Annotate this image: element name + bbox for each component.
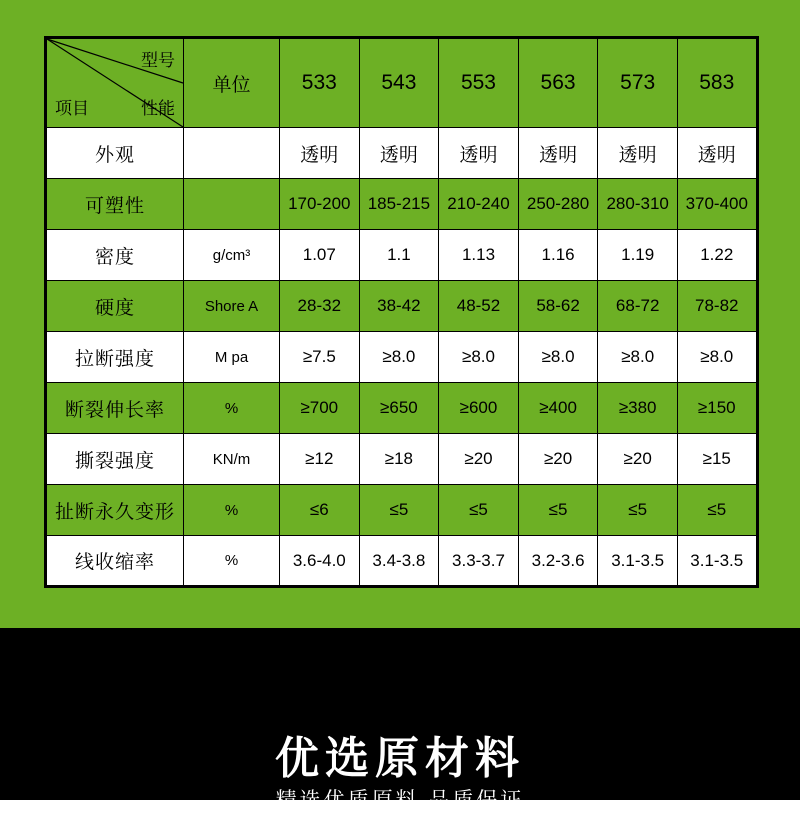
model-column-header: 583 <box>677 38 757 128</box>
row-value-cell: 185-215 <box>359 179 439 230</box>
row-value-cell: ≥20 <box>439 434 519 485</box>
row-value-cell: ≥12 <box>280 434 360 485</box>
table-row <box>46 434 758 485</box>
row-value-cell: 1.1 <box>359 230 439 281</box>
unit-column-header: 单位 <box>184 38 280 128</box>
row-value-cell: ≥150 <box>677 383 757 434</box>
row-unit <box>184 179 280 230</box>
row-value-cell: ≥8.0 <box>598 332 678 383</box>
row-unit: KN/m <box>184 434 280 485</box>
model-column-header: 533 <box>280 38 360 128</box>
row-value-cell: 38-42 <box>359 281 439 332</box>
row-value-cell: ≤5 <box>677 485 757 536</box>
table-corner-header <box>46 38 184 128</box>
row-value-cell: ≥20 <box>598 434 678 485</box>
table-row <box>46 281 758 332</box>
table-row <box>46 179 758 230</box>
table-header-row <box>46 38 758 128</box>
row-value-cell: 68-72 <box>598 281 678 332</box>
row-value-cell: ≤5 <box>359 485 439 536</box>
row-value-cell: ≤5 <box>518 485 598 536</box>
row-unit: Shore A <box>184 281 280 332</box>
row-value-cell: 1.16 <box>518 230 598 281</box>
corner-item-label: 项目 <box>55 99 89 118</box>
row-value-cell: ≥8.0 <box>439 332 519 383</box>
row-value-cell: 3.3-3.7 <box>439 536 519 587</box>
row-value-cell: 1.13 <box>439 230 519 281</box>
row-value-cell: 28-32 <box>280 281 360 332</box>
model-column-header: 543 <box>359 38 439 128</box>
specification-table <box>44 36 759 588</box>
row-value-cell: 210-240 <box>439 179 519 230</box>
spec-table-wrapper <box>44 36 756 582</box>
row-value-cell: ≥18 <box>359 434 439 485</box>
row-value-cell: ≥700 <box>280 383 360 434</box>
row-value-cell: 透明 <box>439 128 519 179</box>
row-value-cell: ≥7.5 <box>280 332 360 383</box>
row-unit: % <box>184 485 280 536</box>
row-unit: % <box>184 383 280 434</box>
table-row <box>46 383 758 434</box>
row-value-cell: ≥8.0 <box>518 332 598 383</box>
row-value-cell: 170-200 <box>280 179 360 230</box>
row-unit: g/cm³ <box>184 230 280 281</box>
table-row <box>46 230 758 281</box>
model-column-header: 553 <box>439 38 519 128</box>
row-value-cell: ≥400 <box>518 383 598 434</box>
row-value-cell: ≥8.0 <box>677 332 757 383</box>
row-value-cell: 48-52 <box>439 281 519 332</box>
row-item-label: 线收缩率 <box>46 536 184 587</box>
row-value-cell: 透明 <box>518 128 598 179</box>
row-value-cell: 1.22 <box>677 230 757 281</box>
row-item-label: 拉断强度 <box>46 332 184 383</box>
row-value-cell: ≥8.0 <box>359 332 439 383</box>
row-value-cell: 3.6-4.0 <box>280 536 360 587</box>
row-item-label: 可塑性 <box>46 179 184 230</box>
row-unit: M pa <box>184 332 280 383</box>
row-value-cell: 透明 <box>598 128 678 179</box>
spec-table-body <box>46 38 758 587</box>
table-row <box>46 128 758 179</box>
row-value-cell: 透明 <box>677 128 757 179</box>
table-row <box>46 485 758 536</box>
model-column-header: 573 <box>598 38 678 128</box>
row-value-cell: ≥15 <box>677 434 757 485</box>
row-value-cell: 3.2-3.6 <box>518 536 598 587</box>
row-value-cell: 透明 <box>359 128 439 179</box>
row-value-cell: 3.4-3.8 <box>359 536 439 587</box>
bottom-banner <box>0 634 800 812</box>
row-item-label: 密度 <box>46 230 184 281</box>
row-item-label: 断裂伸长率 <box>46 383 184 434</box>
row-item-label: 扯断永久变形 <box>46 485 184 536</box>
table-row <box>46 536 758 587</box>
banner-title: 优选原材料 <box>275 734 525 783</box>
row-item-label: 外观 <box>46 128 184 179</box>
row-value-cell: ≥20 <box>518 434 598 485</box>
model-column-header: 563 <box>518 38 598 128</box>
banner-subtitle: 精选优质原料 品质保证 <box>275 789 525 812</box>
row-unit: % <box>184 536 280 587</box>
row-value-cell: 78-82 <box>677 281 757 332</box>
row-value-cell: 58-62 <box>518 281 598 332</box>
row-value-cell: 250-280 <box>518 179 598 230</box>
row-item-label: 撕裂强度 <box>46 434 184 485</box>
row-item-label: 硬度 <box>46 281 184 332</box>
row-value-cell: ≤6 <box>280 485 360 536</box>
table-row <box>46 332 758 383</box>
row-value-cell: ≤5 <box>439 485 519 536</box>
corner-model-label: 型号 <box>141 51 175 70</box>
row-value-cell: ≥650 <box>359 383 439 434</box>
row-value-cell: ≤5 <box>598 485 678 536</box>
row-value-cell: 1.19 <box>598 230 678 281</box>
row-value-cell: ≥600 <box>439 383 519 434</box>
row-value-cell: 1.07 <box>280 230 360 281</box>
row-value-cell: ≥380 <box>598 383 678 434</box>
row-value-cell: 3.1-3.5 <box>677 536 757 587</box>
row-value-cell: 3.1-3.5 <box>598 536 678 587</box>
row-unit <box>184 128 280 179</box>
row-value-cell: 280-310 <box>598 179 678 230</box>
row-value-cell: 370-400 <box>677 179 757 230</box>
row-value-cell: 透明 <box>280 128 360 179</box>
corner-performance-label: 性能 <box>141 99 175 118</box>
